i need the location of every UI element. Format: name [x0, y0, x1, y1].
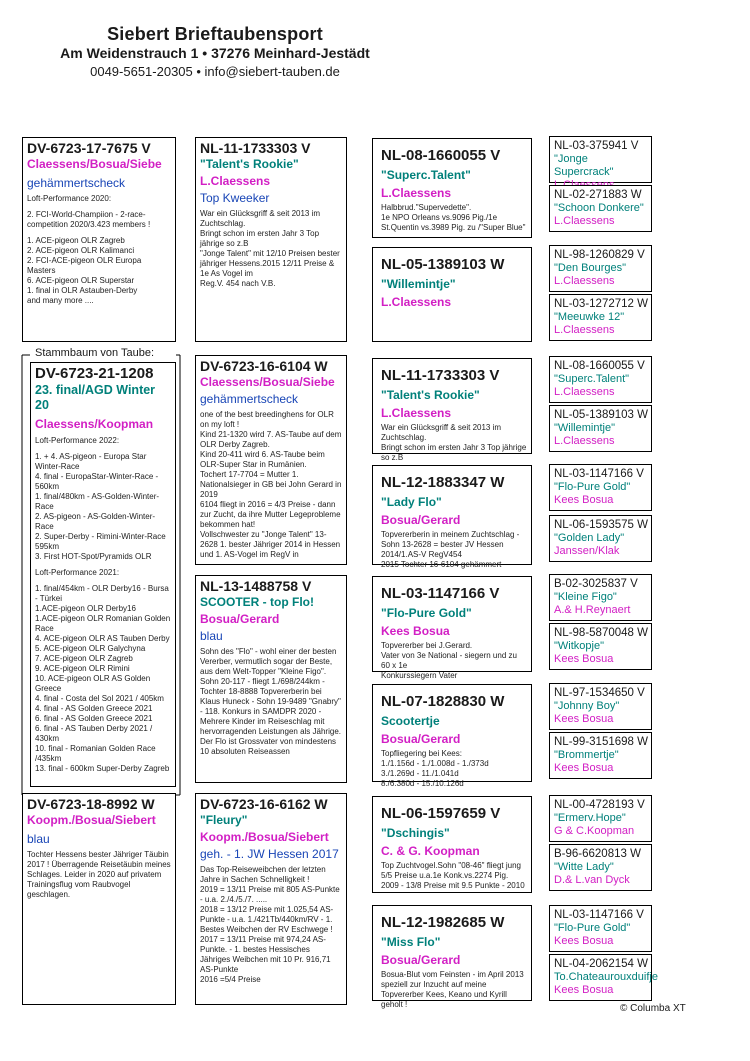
pigeon-name: "Flo-Pure Gold": [381, 606, 472, 620]
pigeon-name: "Talent's Rookie": [381, 388, 480, 402]
sire-dam-card[interactable]: [195, 355, 347, 565]
note-line: 2. FCI-World-Champiion - 2-race-competition 2020/3.423 members !: [27, 210, 151, 229]
note-line: Loft-Performance 2022:: [35, 436, 120, 445]
note-line: 2. AS-pigeon - AS-Golden-Winter-Race: [35, 512, 156, 531]
mother-card[interactable]: [22, 793, 176, 1005]
breeder-name: Claessens/Koopman: [35, 417, 154, 431]
note-line: Loft-Performance 2020:: [27, 194, 112, 203]
breeder-name: A.& H.Reynaert: [554, 604, 631, 616]
note-line: 4. final - Costa del Sol 2021 / 405km: [35, 694, 164, 703]
pigeon-name: To.Chateaurouxduifje: [554, 971, 658, 983]
note-line: Sohn des "Flo" - wohl einer der besten Vererber, vermutlich sogar der Beste, aus dem Welt-Topper "Kleine Figo".: [200, 647, 337, 676]
pigeon-name: "Johnny Boy": [554, 700, 620, 712]
note-line: Loft-Performance 2021:: [35, 568, 120, 577]
breeder-name: Kees Bosua: [554, 713, 614, 725]
ring-number: NL-06-1593575 W: [554, 519, 648, 531]
pedigree-legend: Stammbaum von Taube:: [32, 347, 157, 360]
pigeon-name: "Fleury": [200, 813, 248, 827]
breeder-name: L.Claessens: [554, 386, 615, 398]
pigeon-name: "Miss Flo": [381, 935, 441, 949]
ring-number: NL-02-271883 W: [554, 189, 642, 201]
breeder-name: Claessens/Bosua/Siebe: [200, 375, 335, 389]
note-line: "Jonge Talent" mit 12/10 Preisen bester jähriger Hessens.2015 12/11 Preise & 1e As Vogel im: [200, 249, 340, 278]
g3-card-6[interactable]: [372, 684, 532, 788]
g4-card-9[interactable]: [549, 574, 652, 621]
ring-number: DV-6723-21-1208: [35, 365, 154, 382]
pigeon-name: "Kleine Figo": [554, 591, 617, 603]
note-line: Bringt schon im ersten Jahr 3 Top jährige so z.B: [200, 229, 320, 248]
ring-number: NL-07-1828830 W: [381, 693, 505, 710]
breeder-name: L.Claessens: [554, 215, 615, 227]
note-line: 2016 =5/4 Preise: [200, 975, 261, 984]
ring-number: NL-12-1883347 W: [381, 474, 505, 491]
pigeon-name: "Schoon Donkere": [554, 202, 644, 214]
ring-number: NL-05-1389103 W: [554, 409, 648, 421]
ring-number: NL-08-1660055 V: [381, 147, 501, 164]
pigeon-color: geh. - 1. JW Hessen 2017: [200, 847, 339, 861]
note-line: 10. final - Romanian Golden Race /435km: [35, 744, 156, 763]
ring-number: DV-6723-18-8992 W: [27, 796, 155, 812]
pedigree-notes: [27, 850, 171, 900]
g4-card-6[interactable]: [549, 405, 652, 452]
ring-number: NL-03-375941 V: [554, 140, 639, 152]
ring-number: NL-03-1272712 W: [554, 298, 648, 310]
pedigree-notes: [381, 203, 527, 233]
pedigree-notes: [200, 647, 342, 757]
g4-card-11[interactable]: [549, 683, 652, 730]
note-line: War ein Glücksgriff & seit 2013 im Zuchtschlag.: [381, 423, 502, 442]
note-line: 1. final in OLR Astauben-Derby: [27, 286, 138, 295]
note-line: 1. ACE-pigeon OLR Zagreb: [27, 236, 125, 245]
pigeon-name: "Flo-Pure Gold": [554, 481, 631, 493]
pigeon-name: "Ermerv.Hope": [554, 812, 626, 824]
breeder-name: Janssen/Klak: [554, 545, 620, 557]
pigeon-color: blau: [200, 629, 223, 643]
note-line: 2015 Tochter 16-6104 gehämmert: [381, 560, 502, 569]
g3-card-3[interactable]: [372, 358, 532, 462]
pigeon-name: "Flo-Pure Gold": [554, 922, 631, 934]
breeder-name: Kees Bosua: [554, 984, 614, 996]
note-line: Vollschwester zu "Jonge Talent" 13-2628 1. bester Jähriger 2014 in Hessen und 1. AS-Vogel im RegV in: [200, 530, 341, 559]
g3-card-7[interactable]: [372, 796, 532, 893]
ring-number: DV-6723-16-6162 W: [200, 796, 328, 812]
note-line: 1. final/480km - AS-Golden-Winter-Race: [35, 492, 160, 511]
breeder-name: Kees Bosua: [554, 653, 614, 665]
pigeon-name: Scootertje: [381, 714, 440, 728]
note-line: Vater von 3e National - siegern und zu 60 x 1e: [381, 651, 517, 670]
note-line: Reg.V. 454 nach V.B.: [200, 279, 276, 288]
g3-card-4[interactable]: [372, 465, 532, 569]
breeder-name: Claessens/Bosua/Siebe: [27, 157, 162, 171]
note-line: 2. ACE-pigeon OLR Kalimanci: [27, 246, 135, 255]
g4-card-13[interactable]: [549, 795, 652, 842]
breeder-name: Kees Bosua: [554, 935, 614, 947]
dam-dam-card[interactable]: [195, 793, 347, 1005]
breeder-name: Koopm./Bosua/Siebert: [27, 813, 156, 827]
pigeon-name: "Willemintje": [381, 277, 456, 291]
note-line: Der Flo ist Grossvater von mindestens 10 absoluten Reiseassen: [200, 737, 337, 756]
breeder-name: L.Claessens: [200, 174, 271, 188]
g4-card-4[interactable]: [549, 294, 652, 341]
breeder-name: L.Claessens: [381, 186, 452, 200]
main-pigeon-card[interactable]: [30, 362, 176, 787]
note-line: 2018 = 13/12 Preise mit 1.025,54 AS-Punkte - u.a. 1./421Tb/440km/RV - 1. Bestes Weibchen der RV Eschwege !: [200, 905, 334, 934]
ring-number: NL-08-1660055 V: [554, 360, 645, 372]
note-line: 1e NPO Orleans vs.9096 Pig./1e St.Quentin vs.3989 Pig. zu /"Super Blue": [381, 213, 526, 232]
breeder-name: Bosua/Gerard: [200, 612, 280, 626]
g4-card-14[interactable]: [549, 844, 652, 891]
pigeon-name: "Lady Flo": [381, 495, 442, 509]
pigeon-name: "Golden Lady": [554, 532, 625, 544]
note-line: Kind 20-411 wird 6. AS-Taube beim OLR-Super Star in Rumänien.: [200, 450, 325, 469]
note-line: and many more ....: [27, 296, 94, 305]
breeder-name: Kees Bosua: [554, 494, 614, 506]
g4-card-15[interactable]: [549, 905, 652, 952]
note-line: 4. final - AS Golden Greece 2021: [35, 704, 153, 713]
breeder-title: Siebert Brieftaubensport: [107, 24, 323, 44]
ring-number: NL-11-1733303 V: [200, 140, 311, 156]
breeder-name: Koopm./Bosua/Siebert: [200, 830, 329, 844]
pedigree-notes: [200, 209, 342, 289]
pigeon-name: "Witte Lady": [554, 861, 614, 873]
ring-number: NL-99-3151698 W: [554, 736, 648, 748]
g4-card-3[interactable]: [549, 245, 652, 292]
dam-sire-card[interactable]: [195, 575, 347, 783]
note-line: 6104 fliegt in 2016 = 4/3 Preise - dann zur Zucht, da ihre Mutter Legeprobleme bekommen hat!: [200, 500, 341, 529]
note-line: one of the best breedinghens for OLR on my loft !: [200, 410, 334, 429]
note-line: Bringt schon im ersten Jahr 3 Top jährige so z.B: [381, 443, 527, 462]
pedigree-notes: [27, 194, 171, 306]
breeder-address: Am Weidenstrauch 1 • 37276 Meinhard-Jestädt: [60, 45, 370, 61]
pedigree-notes: [200, 865, 342, 985]
pedigree-notes: [381, 641, 527, 681]
pigeon-name: "Brommertje": [554, 749, 619, 761]
note-line: 8./6.380d - 15./10.126d: [381, 779, 464, 788]
g4-card-5[interactable]: [549, 356, 652, 403]
pedigree-notes: [381, 423, 527, 463]
ring-number: DV-6723-17-7675 V: [27, 140, 151, 156]
note-line: War ein Glücksgriff & seit 2013 im Zuchtschlag.: [200, 209, 321, 228]
g4-card-2[interactable]: [549, 185, 652, 232]
note-line: 1./1.156d - 1./1.008d - 1./373d: [381, 759, 489, 768]
note-line: Sohn 20-117 - fliegt 1./698/244km - Tochter 18-8888 Topvererberin bei Klaus Huneck - Sohn 19-9489 "Gnabry" - 118. Konkurs in SAMDPR 2020 - Mehrere Kinder im Reiseschlag mit hervorragenden Leistungen als Jährige.: [200, 677, 341, 736]
ring-number: NL-06-1597659 V: [381, 805, 501, 822]
ring-number: NL-12-1982685 W: [381, 914, 505, 931]
g3-card-1[interactable]: [372, 138, 532, 238]
g4-card-12[interactable]: [549, 732, 652, 779]
ring-number: NL-98-1260829 V: [554, 249, 645, 261]
pedigree-notes: [200, 410, 342, 560]
pedigree-notes: [381, 749, 527, 789]
breeder-name: L.Claessens: [554, 435, 615, 447]
g4-card-8[interactable]: [549, 515, 652, 562]
note-line: 1.ACE-pigeon OLR Derby16: [35, 604, 136, 613]
pigeon-name: "Superc.Talent": [554, 373, 630, 385]
ring-number: NL-00-4728193 V: [554, 799, 645, 811]
note-line: Topfliegering bei Kees:: [381, 749, 462, 758]
breeder-name: L.Claessens: [381, 295, 452, 309]
ring-number: NL-97-1534650 V: [554, 687, 645, 699]
note-line: 1. + 4. AS-pigeon - Europa Star Winter-Race: [35, 452, 147, 471]
ring-number: NL-03-1147166 V: [381, 585, 500, 602]
note-line: 2019 = 13/11 Preise mit 805 AS-Punkte - u.a. 2./4./5./7. .....: [200, 885, 340, 904]
ring-number: NL-98-5870048 W: [554, 627, 648, 639]
pigeon-name: "Jonge Supercrack": [554, 153, 614, 178]
ring-number: NL-13-1488758 V: [200, 578, 312, 594]
note-line: Bosua-Blut vom Feinsten - im April 2013 speziell zur Inzucht auf meine Topvererber Kees, Keano und Kyrill: [381, 970, 524, 999]
breeder-name: Bosua/Gerard: [381, 953, 461, 967]
father-card[interactable]: [22, 137, 176, 342]
note-line: 5. ACE-pigeon OLR Galychyna: [35, 644, 146, 653]
pigeon-name: SCOOTER - top Flo!: [200, 595, 314, 609]
note-line: Kind 21-1320 wird 7. AS-Taube auf dem OLR Derby Zagreb.: [200, 430, 342, 449]
ring-number: NL-04-2062154 W: [554, 958, 648, 970]
copyright-notice: © Columba XT: [620, 1003, 686, 1014]
note-line: 4. ACE-pigeon OLR AS Tauben Derby: [35, 634, 170, 643]
pigeon-name: "Talent's Rookie": [200, 157, 299, 171]
ring-number: B-96-6620813 W: [554, 848, 641, 860]
pigeon-name: "Witkopje": [554, 640, 604, 652]
note-line: 2009 - 13/8 Preise mit 9.5 Punkte - 2010: [381, 881, 525, 890]
note-line: Tochert 17-7704 = Mutter 1. Nationalsieger in GB bei John Gerard in 2019: [200, 470, 342, 499]
note-line: 1.ACE-pigeon OLR Romanian Golden Race: [35, 614, 171, 633]
ring-number: NL-03-1147166 V: [554, 468, 644, 480]
pigeon-color: gehämmertscheck: [200, 392, 299, 406]
note-line: Halbbrud."Supervedette".: [381, 203, 472, 212]
note-line: 2. Super-Derby - Rimini-Winter-Race 595km: [35, 532, 166, 551]
note-line: 6. ACE-pigeon OLR Superstar: [27, 276, 135, 285]
note-line: 6. final - AS Tauben Derby 2021 / 430km: [35, 724, 153, 743]
ring-number: DV-6723-16-6104 W: [200, 358, 328, 374]
sire-sire-card[interactable]: [195, 137, 347, 342]
breeder-name: Kees Bosua: [381, 624, 450, 638]
breeder-name: L.Claessens: [554, 275, 615, 287]
breeder-name: Bosua/Gerard: [381, 513, 461, 527]
pigeon-color: blau: [27, 832, 50, 846]
breeder-name: G & C.Koopman: [554, 825, 635, 837]
note-line: 2. FCI-ACE-pigeon OLR Europa Masters: [27, 256, 142, 275]
pigeon-name: "Den Bourges": [554, 262, 627, 274]
breeder-name: L.Claessens: [381, 406, 452, 420]
ring-number: B-02-3025837 V: [554, 578, 638, 590]
pigeon-color: gehämmertscheck: [27, 176, 126, 190]
note-line: Das Top-Reiseweibchen der letzten Jahre in Sachen Schnelligkeit !: [200, 865, 326, 884]
g4-card-1[interactable]: [549, 136, 652, 183]
note-line: 10. ACE-pigeon OLR AS Golden Greece: [35, 674, 151, 693]
pigeon-name: "Willemintje": [554, 422, 615, 434]
note-line: 2017 = 13/11 Preise mit 974,24 AS-Punkte. - 1. bestes Hessisches Jähriges Weibchen mit 10 Pr. 916,71 AS-Punkte: [200, 935, 331, 974]
pedigree-notes: [35, 436, 171, 774]
note-line: Top Zuchtvogel.Sohn "08-46" fliegt jung 5/5 Preise u.a.1e Konk.vs.2274 Pig.: [381, 861, 521, 880]
note-line: Konkurssiegern Vater: [381, 671, 458, 680]
pedigree-notes: [381, 861, 527, 891]
note-line: 13. final - 600km Super-Derby Zagreb: [35, 764, 170, 773]
breeder-name: Bosua/Gerard: [381, 732, 461, 746]
breeder-name: L.Claessens: [554, 324, 615, 336]
note-line: Tochter Hessens bester Jähriger Täubin 2017 ! Überragende Reisetäubin meines Schlages. Leider in 2020 auf privatem Trainingsflug vom Raubvogel geschlagen.: [27, 850, 171, 899]
note-line: 4. final - EuropaStar-Winter-Race - 560km: [35, 472, 159, 491]
note-line: Topvererberin in meinem Zuchtschlag - Sohn 13-2628 = bester JV Hessen 2014/1.AS-V RegV454: [381, 530, 520, 559]
note-line: 6. final - AS Golden Greece 2021: [35, 714, 153, 723]
note-line: 7. ACE-pigeon OLR Zagreb: [35, 654, 133, 663]
breeder-name: D.& L.van Dyck: [554, 874, 630, 886]
ring-number: NL-05-1389103 W: [381, 256, 505, 273]
pedigree-notes: [381, 530, 527, 570]
breeder-contact: 0049-5651-20305 • info@siebert-tauben.de: [90, 64, 340, 79]
note-line: 3. First HOT-Spot/Pyramids OLR: [35, 552, 152, 561]
g3-card-5[interactable]: [372, 576, 532, 680]
note-line: 3./1.269d - 11./1.041d: [381, 769, 459, 778]
pigeon-name: 23. final/AGD Winter 20: [35, 383, 156, 412]
pigeon-name: "Dschingis": [381, 826, 450, 840]
pigeon-color: Top Kweeker: [200, 191, 270, 205]
pigeon-name: "Meeuwke 12": [554, 311, 625, 323]
note-line: 1. final/454km - OLR Derby16 - Bursa - Türkei: [35, 584, 169, 603]
breeder-name: C. & G. Koopman: [381, 844, 480, 858]
note-line: Topvererber bei J.Gerard.: [381, 641, 473, 650]
g4-card-10[interactable]: [549, 623, 652, 670]
pedigree-notes: [381, 970, 527, 1010]
g3-card-8[interactable]: [372, 905, 532, 1009]
pigeon-name: "Superc.Talent": [381, 168, 471, 182]
g3-card-2[interactable]: [372, 247, 532, 342]
breeder-name: Kees Bosua: [554, 762, 614, 774]
ring-number: NL-03-1147166 V: [554, 909, 644, 921]
g4-card-16[interactable]: [549, 954, 658, 1001]
note-line: 9. ACE-pigeon OLR Rimini: [35, 664, 130, 673]
ring-number: NL-11-1733303 V: [381, 367, 500, 384]
g4-card-7[interactable]: [549, 464, 652, 511]
note-line: geholt !: [381, 1000, 408, 1009]
